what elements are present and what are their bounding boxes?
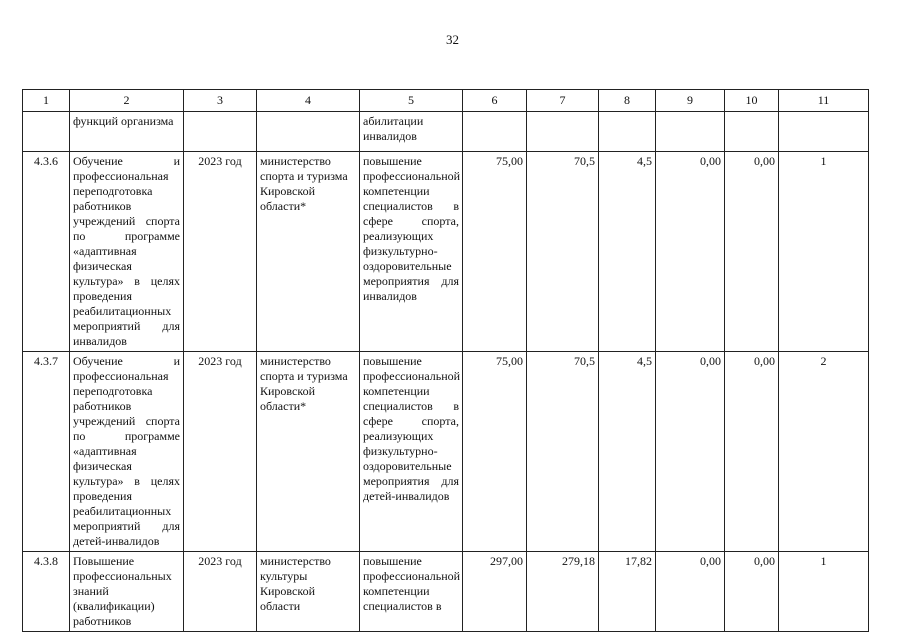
cell-name: Повышение профессиональных знаний (квалификации) работников [70, 552, 184, 632]
cell-value: 2 [779, 352, 869, 552]
table-row [23, 352, 869, 552]
cell-value: 1 [779, 552, 869, 632]
cell-value: 4,5 [599, 352, 656, 552]
column-header: 9 [656, 90, 725, 112]
column-header: 2 [70, 90, 184, 112]
column-header: 11 [779, 90, 869, 112]
continuation-row [23, 112, 869, 152]
cell-result: повышение профессиональной компетенции специалистов в сфере спорта, реализующих физкультурно-оздоровительные мероприятия для инвалидов [360, 152, 463, 352]
cell-executor: министерство спорта и туризма Кировской области* [257, 152, 360, 352]
cell-executor [257, 112, 360, 152]
cell-number: 4.3.8 [23, 552, 70, 632]
cell-value: 1 [779, 152, 869, 352]
column-header: 8 [599, 90, 656, 112]
cell-value: 75,00 [463, 152, 527, 352]
cell-result: повышение профессиональной компетенции специалистов в [360, 552, 463, 632]
table-row [23, 152, 869, 352]
cell-executor: министерство культуры Кировской области [257, 552, 360, 632]
cell-value: 0,00 [725, 152, 779, 352]
cell-value [463, 112, 527, 152]
cell-value: 0,00 [656, 552, 725, 632]
cell-value: 75,00 [463, 352, 527, 552]
page-number: 32 [446, 32, 459, 47]
column-header: 7 [527, 90, 599, 112]
cell-value [527, 112, 599, 152]
column-header: 4 [257, 90, 360, 112]
cell-year: 2023 год [184, 152, 257, 352]
cell-value [656, 112, 725, 152]
cell-result: абилитации инвалидов [360, 112, 463, 152]
column-header: 3 [184, 90, 257, 112]
column-header: 6 [463, 90, 527, 112]
column-header: 5 [360, 90, 463, 112]
cell-name: функций организма [70, 112, 184, 152]
table-header-row [23, 90, 869, 112]
cell-value: 0,00 [725, 352, 779, 552]
cell-value: 70,5 [527, 352, 599, 552]
cell-number: 4.3.7 [23, 352, 70, 552]
cell-year: 2023 год [184, 552, 257, 632]
cell-value: 0,00 [656, 352, 725, 552]
cell-result: повышение профессиональной компетенции специалистов в сфере спорта, реализующих физкультурно-оздоровительные мероприятия для детей-инвалидов [360, 352, 463, 552]
cell-value [725, 112, 779, 152]
table-row [23, 552, 869, 632]
cell-value [599, 112, 656, 152]
column-header: 10 [725, 90, 779, 112]
cell-value: 4,5 [599, 152, 656, 352]
cell-value: 0,00 [725, 552, 779, 632]
program-table [22, 89, 869, 632]
cell-value: 70,5 [527, 152, 599, 352]
cell-year [184, 112, 257, 152]
cell-year: 2023 год [184, 352, 257, 552]
cell-value: 297,00 [463, 552, 527, 632]
cell-value: 17,82 [599, 552, 656, 632]
cell-name: Обучение и профессиональная переподготовка работников учреждений спорта по программе «адаптивная физическая культура» в целях проведения реабилитационных мероприятий для инвалидов [70, 152, 184, 352]
cell-value: 279,18 [527, 552, 599, 632]
cell-name: Обучение и профессиональная переподготовка работников учреждений спорта по программе «адаптивная физическая культура» в целях проведения реабилитационных мероприятий для детей-инвалидов [70, 352, 184, 552]
cell-number: 4.3.6 [23, 152, 70, 352]
cell-number [23, 112, 70, 152]
cell-executor: министерство спорта и туризма Кировской области* [257, 352, 360, 552]
cell-value: 0,00 [656, 152, 725, 352]
column-header: 1 [23, 90, 70, 112]
cell-value [779, 112, 869, 152]
